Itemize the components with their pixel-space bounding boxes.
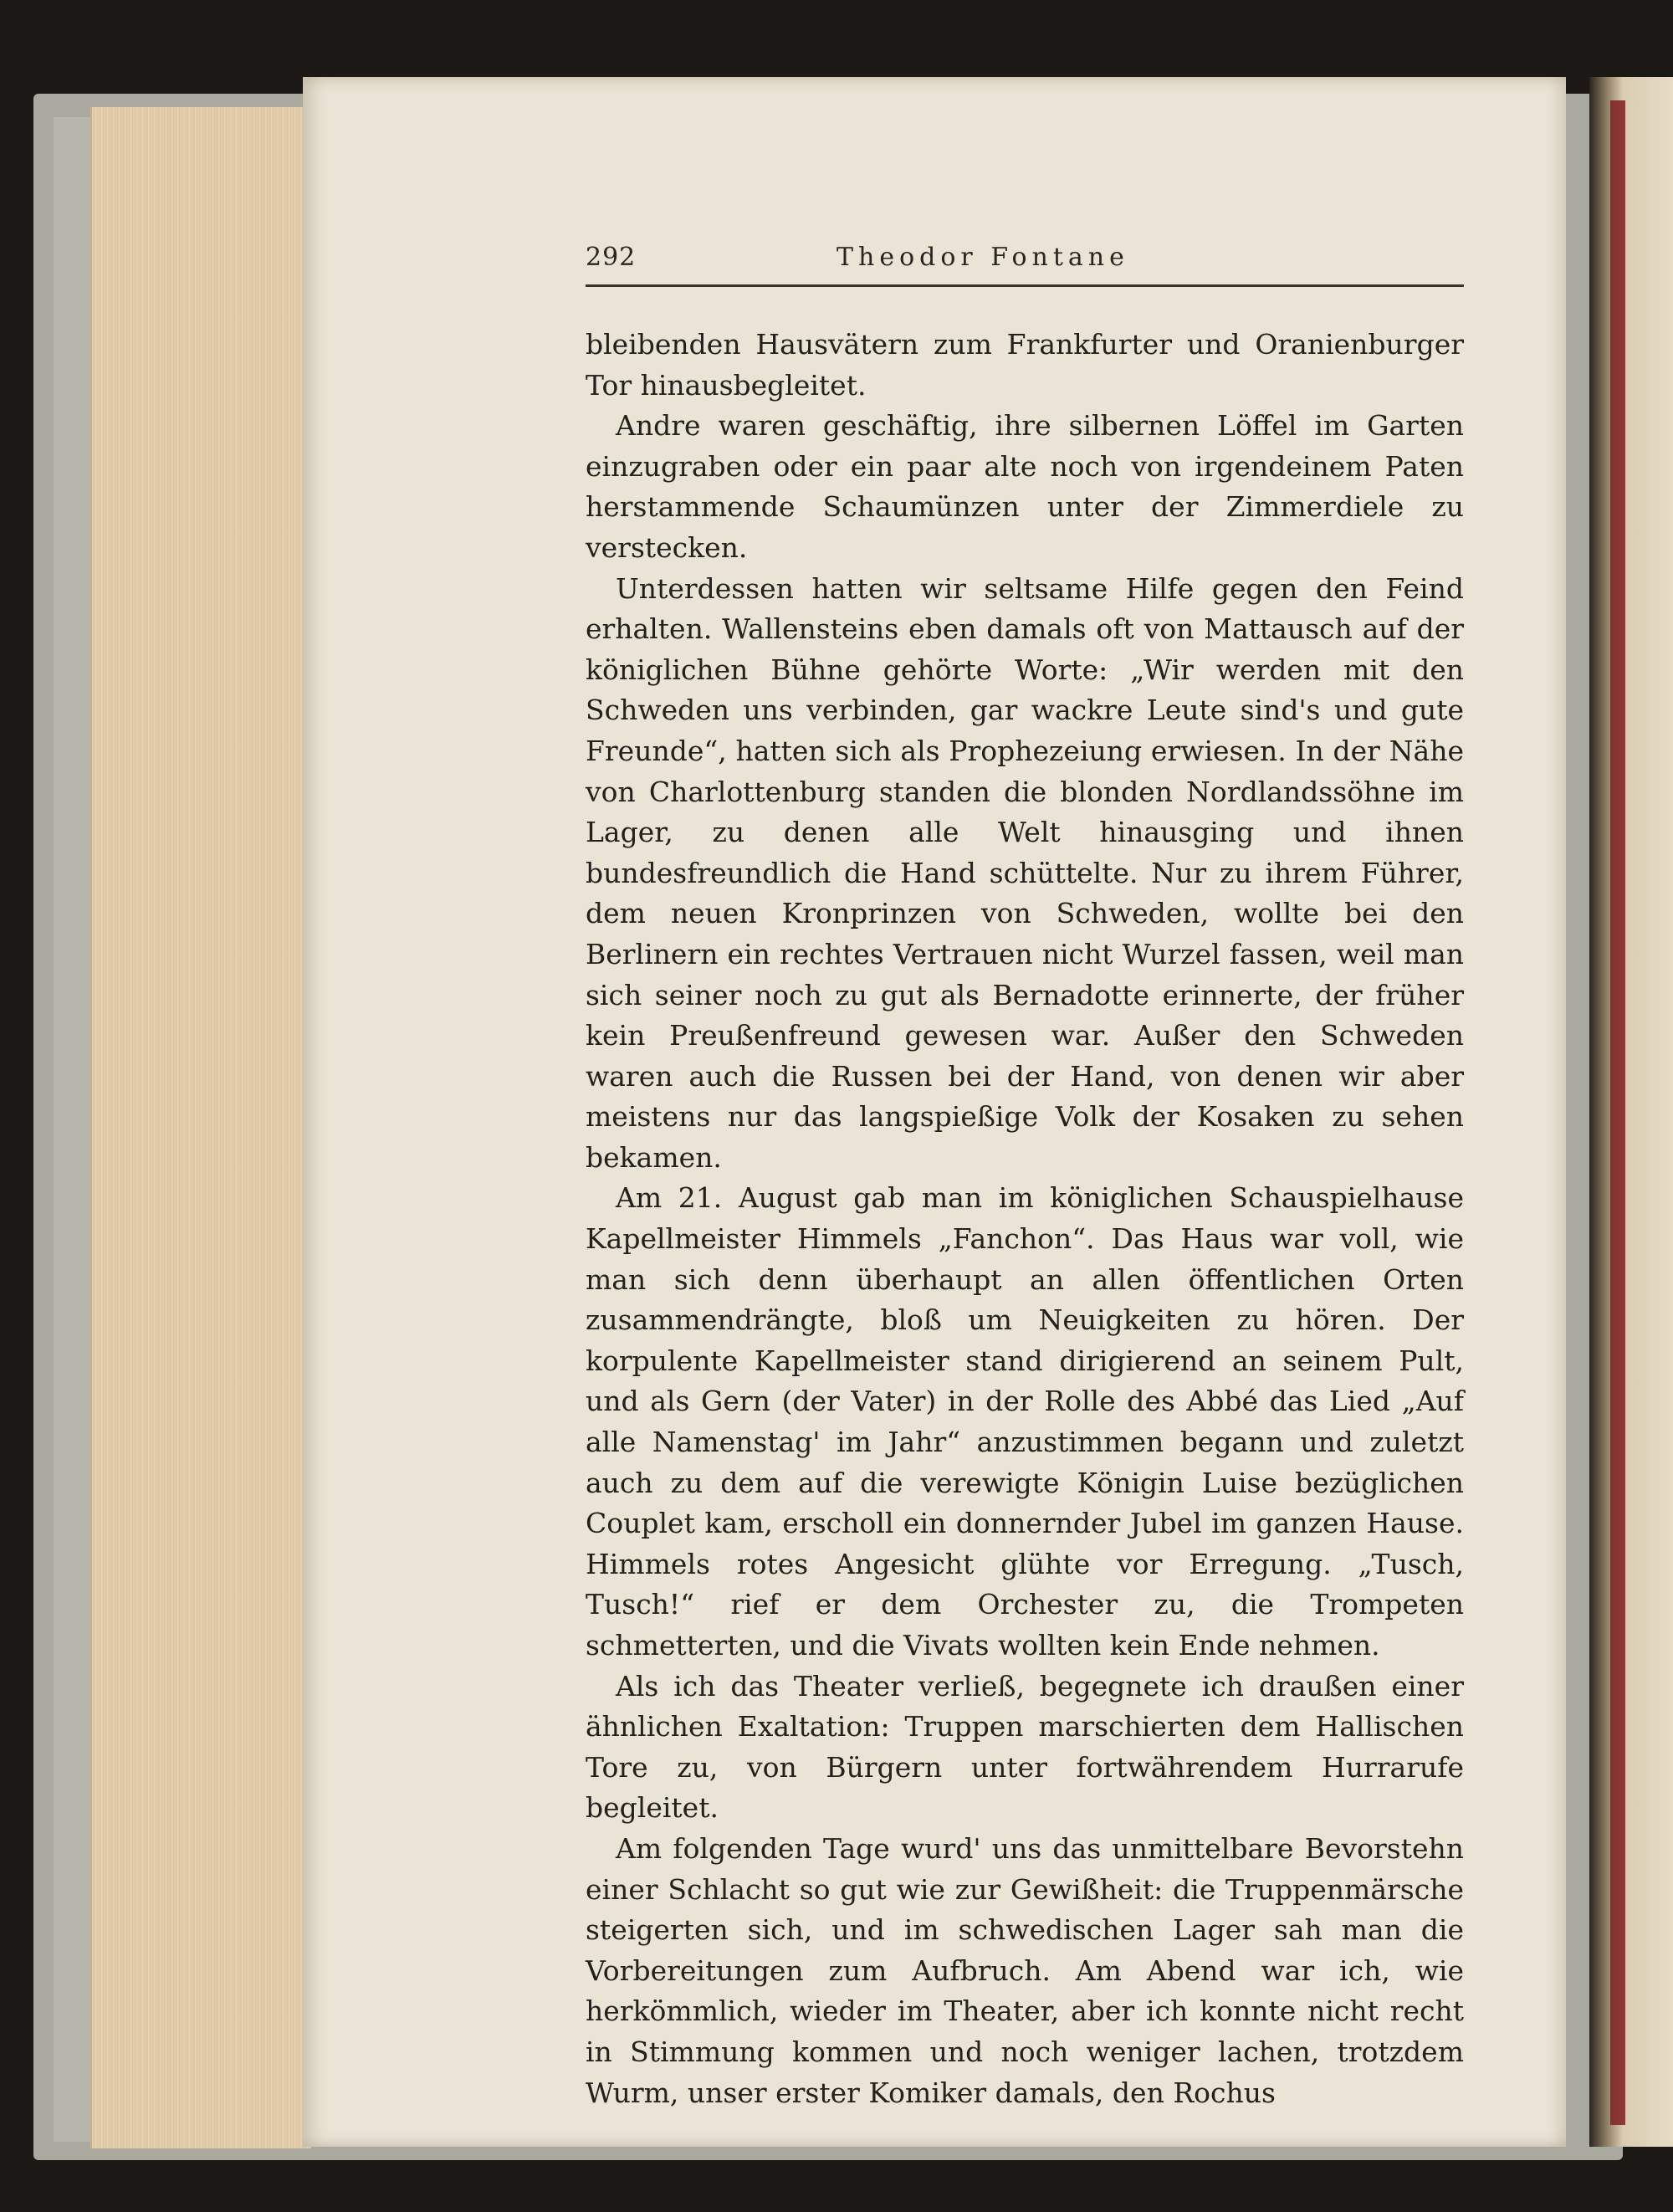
paragraph: bleibenden Hausvätern zum Frankfurter und Oranienburger Tor hinausbegleitet.	[586, 328, 1464, 402]
page-body	[586, 325, 1464, 2113]
page-header	[586, 239, 1464, 283]
paragraph: Unterdessen hatten wir seltsame Hilfe gegen den Feind erhalten. Wallensteins eben damals oft von Mattausch auf der königlichen Bühne gehörte Worte: „Wir werden mit den Schweden uns verbinden, gar wackre Leute sind's und gute Freunde“, hatten sich als Prophezeiung erwiesen. In der Nähe von Charlottenburg standen die blonden Nordlandssöhne im Lager, zu denen alle Welt hinausging und ihnen bundesfreundlich die Hand schüttelte. Nur zu ihrem Führer, dem neuen Kronprinzen von Schweden, wollte bei den Berlinern ein rechtes Vertrauen nicht Wurzel fassen, weil man sich seiner noch zu gut als Bernadotte erinnerte, der früher kein Preußenfreund gewesen war. Außer den Schweden waren auch die Russen bei der Hand, von denen wir aber meistens nur das langspießige Volk der Kosaken zu sehen bekamen.	[586, 571, 1464, 1174]
page-edges	[90, 107, 311, 2148]
paragraph: Am folgenden Tage wurd' uns das unmittelbare Bevorstehn einer Schlacht so gut wie zur Gewißheit: die Truppenmärsche steigerten sich, und im schwedischen Lager sah man die Vorbereitungen zum Aufbruch. Am Abend war ich, wie herkömmlich, wieder im Theater, aber ich konnte nicht recht in Stimmung kommen und noch weniger lachen, trotzdem Wurm, unser erster Komiker damals, den Rochus	[586, 1831, 1464, 2109]
running-head: Theodor Fontane	[836, 243, 1129, 272]
facing-page-bookmark	[1610, 100, 1625, 2125]
paragraph: Andre waren geschäftig, ihre silbernen Löffel im Garten einzugraben oder ein paar alte noch von irgendeinem Paten herstammende Schaumünzen unter der Zimmerdiele zu verstecken.	[586, 409, 1464, 564]
paragraph: Am 21. August gab man im königlichen Schauspielhause Kapellmeister Himmels „Fanchon“. Das Haus war voll, wie man sich denn überhaupt an allen öffentlichen Orten zusammendrängte, bloß um Neuigkeiten zu hören. Der korpulente Kapellmeister stand dirigierend an seinem Pult, und als Gern (der Vater) in der Rolle des Abbé das Lied „Auf alle Namenstag' im Jahr“ anzustimmen begann und zuletzt auch zu dem auf die verewigte Königin Luise bezüglichen Couplet kam, erscholl ein donnernder Jubel im ganzen Hause. Himmels rotes Angesicht glühte vor Erregung. „Tusch, Tusch!“ rief er dem Orchester zu, die Trompeten schmetterten, und die Vivats wollten kein Ende nehmen.	[586, 1181, 1464, 1662]
page-number: 292	[586, 243, 637, 272]
facing-page-edge	[1589, 77, 1673, 2147]
paragraph: Als ich das Theater verließ, begegnete ich draußen einer ähnlichen Exaltation: Truppen marschierten dem Hallischen Tore zu, von Bürgern unter fortwährendem Hurrarufe begleitet.	[586, 1669, 1464, 1825]
header-rule	[586, 284, 1464, 287]
